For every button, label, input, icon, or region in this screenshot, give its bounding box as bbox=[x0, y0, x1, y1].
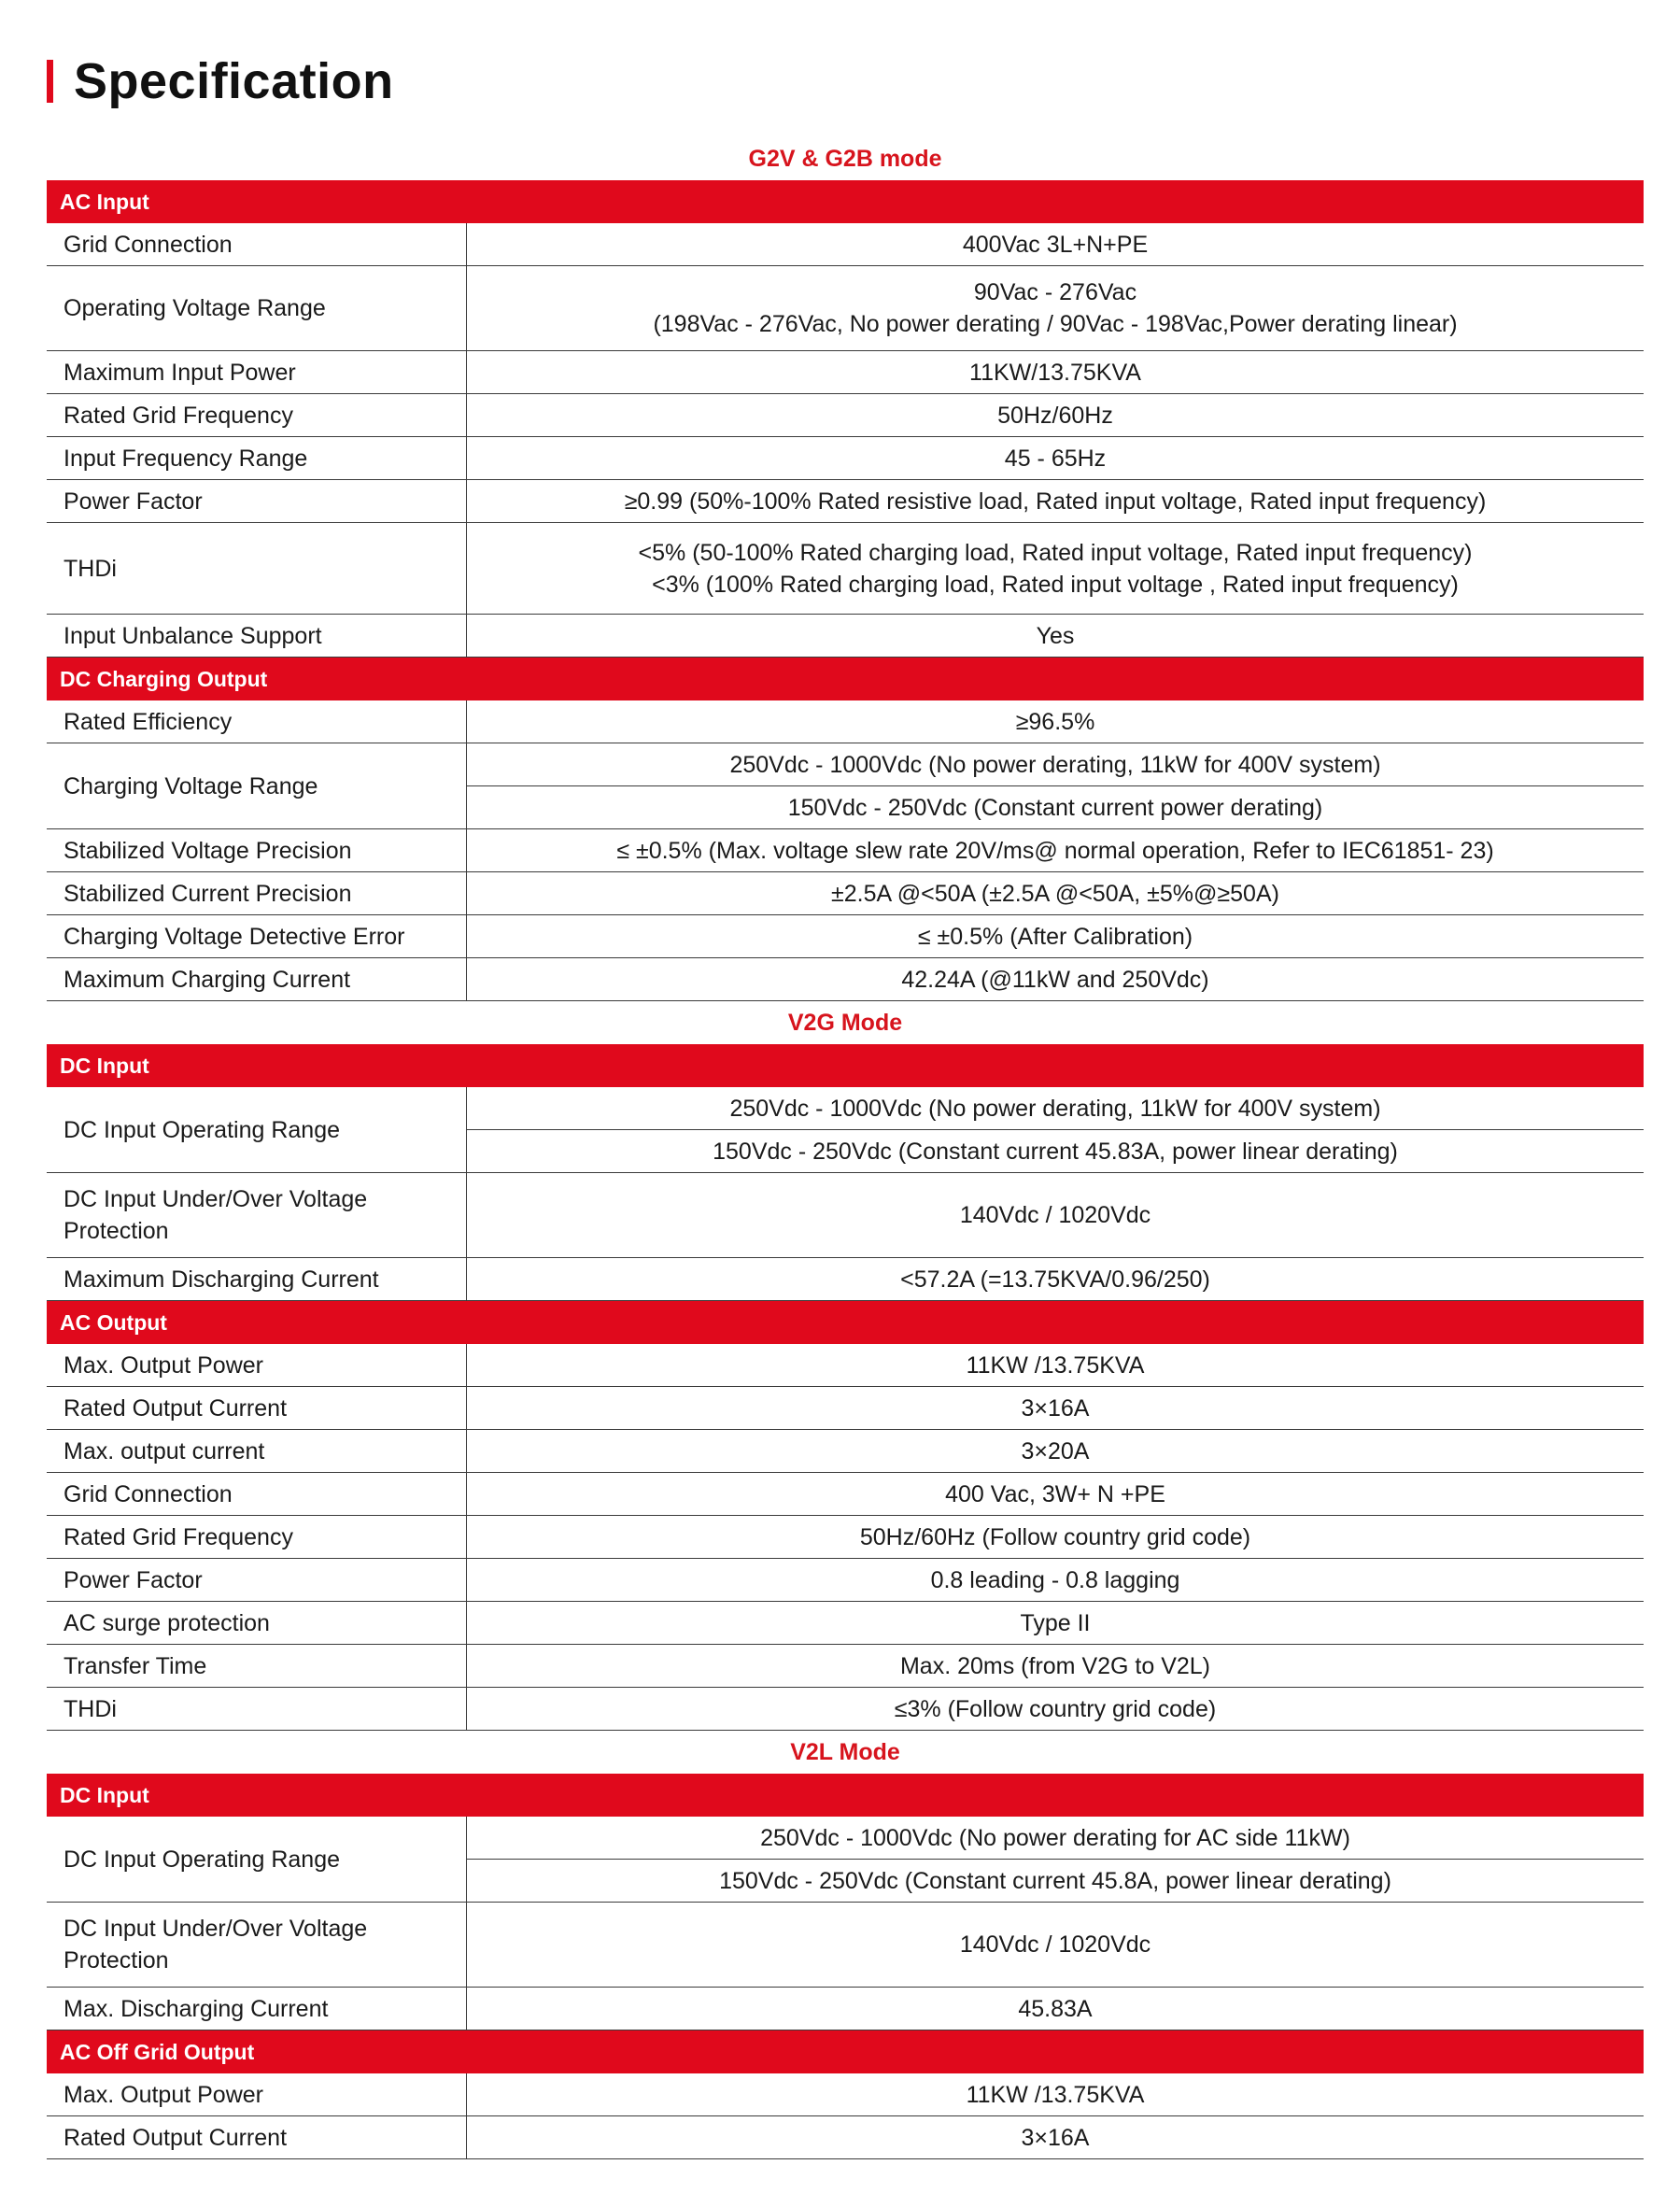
spec-value: 42.24A (@11kW and 250Vdc) bbox=[901, 966, 1209, 993]
spec-values bbox=[467, 615, 1644, 657]
spec-row bbox=[47, 615, 1644, 658]
spec-value: 0.8 leading - 0.8 lagging bbox=[930, 1566, 1180, 1593]
section-header: DC Charging Output bbox=[47, 658, 1644, 700]
spec-label: Input Frequency Range bbox=[47, 437, 467, 479]
spec-values bbox=[467, 1988, 1644, 2030]
spec-row bbox=[47, 1344, 1644, 1387]
spec-row bbox=[47, 872, 1644, 915]
spec-values bbox=[467, 223, 1644, 265]
section-header: AC Input bbox=[47, 180, 1644, 223]
spec-values bbox=[467, 1559, 1644, 1601]
spec-values bbox=[467, 1645, 1644, 1687]
spec-values bbox=[467, 829, 1644, 871]
spec-values bbox=[467, 1344, 1644, 1386]
spec-label: DC Input Operating Range bbox=[47, 1817, 467, 1902]
spec-value-line: 90Vac - 276Vac bbox=[973, 279, 1137, 305]
spec-row bbox=[47, 1387, 1644, 1430]
spec-value: 11KW /13.75KVA bbox=[966, 1351, 1145, 1379]
spec-row bbox=[47, 743, 1644, 829]
spec-value: ≥96.5% bbox=[1015, 708, 1095, 735]
spec-value: 150Vdc - 250Vdc (Constant current 45.8A, power linear derating) bbox=[467, 1859, 1644, 1902]
spec-row bbox=[47, 1087, 1644, 1173]
spec-value-line: <5% (50-100% Rated charging load, Rated input voltage, Rated input frequency) bbox=[638, 539, 1473, 566]
section-header: AC Output bbox=[47, 1301, 1644, 1344]
spec-values bbox=[467, 1258, 1644, 1300]
spec-values bbox=[467, 437, 1644, 479]
spec-label: Max. Output Power bbox=[47, 2073, 467, 2115]
spec-label: Max. Output Power bbox=[47, 1344, 467, 1386]
spec-value: 45 - 65Hz bbox=[1004, 445, 1107, 472]
spec-row bbox=[47, 1516, 1644, 1559]
mode-heading: G2V & G2B mode bbox=[748, 145, 942, 172]
spec-label: Maximum Discharging Current bbox=[47, 1258, 467, 1300]
spec-value: ≤3% (Follow country grid code) bbox=[894, 1695, 1217, 1722]
spec-label: Grid Connection bbox=[47, 223, 467, 265]
spec-value: 400 Vac, 3W+ N +PE bbox=[945, 1480, 1165, 1507]
spec-value: 11KW/13.75KVA bbox=[969, 359, 1141, 386]
spec-label-line: Protection bbox=[64, 1947, 169, 1974]
spec-value: 3×20A bbox=[1021, 1437, 1090, 1464]
spec-row bbox=[47, 1903, 1644, 1988]
spec-row bbox=[47, 915, 1644, 958]
spec-row bbox=[47, 1559, 1644, 1602]
spec-label-line: Protection bbox=[64, 1218, 169, 1244]
spec-row bbox=[47, 1688, 1644, 1731]
spec-label: Grid Connection bbox=[47, 1473, 467, 1515]
spec-label: Rated Grid Frequency bbox=[47, 394, 467, 436]
spec-label: Rated Output Current bbox=[47, 2116, 467, 2158]
spec-values bbox=[467, 1473, 1644, 1515]
spec-values bbox=[467, 1903, 1644, 1987]
page-title: Specification bbox=[74, 53, 394, 109]
spec-values bbox=[467, 743, 1644, 828]
spec-value: 3×16A bbox=[1021, 1394, 1090, 1422]
spec-value: 11KW /13.75KVA bbox=[966, 2081, 1145, 2108]
section-header: DC Input bbox=[47, 1774, 1644, 1817]
spec-label-line: DC Input Under/Over Voltage bbox=[64, 1186, 368, 1212]
spec-label: Rated Output Current bbox=[47, 1387, 467, 1429]
spec-value: 150Vdc - 250Vdc (Constant current power derating) bbox=[467, 785, 1644, 828]
spec-value: <57.2A (=13.75KVA/0.96/250) bbox=[900, 1266, 1210, 1293]
spec-value: Max. 20ms (from V2G to V2L) bbox=[899, 1652, 1211, 1679]
spec-label: Charging Voltage Detective Error bbox=[47, 915, 467, 957]
spec-row bbox=[47, 700, 1644, 743]
spec-values bbox=[467, 915, 1644, 957]
spec-label bbox=[47, 1173, 467, 1257]
spec-values bbox=[467, 1430, 1644, 1472]
spec-values bbox=[467, 2116, 1644, 2158]
spec-value: 50Hz/60Hz (Follow country grid code) bbox=[859, 1523, 1251, 1550]
spec-label: Stabilized Current Precision bbox=[47, 872, 467, 914]
spec-row bbox=[47, 829, 1644, 872]
spec-value: ±2.5A @<50A (±2.5A @<50A, ±5%@≥50A) bbox=[831, 880, 1279, 907]
spec-value: Type II bbox=[1020, 1609, 1091, 1636]
spec-values bbox=[467, 266, 1644, 350]
spec-row bbox=[47, 394, 1644, 437]
spec-value bbox=[467, 523, 1644, 614]
spec-values bbox=[467, 1817, 1644, 1902]
spec-values bbox=[467, 1688, 1644, 1730]
spec-row bbox=[47, 1173, 1644, 1258]
title-accent-bar bbox=[47, 60, 53, 103]
spec-value: 250Vdc - 1000Vdc (No power derating for AC side 11kW) bbox=[760, 1824, 1350, 1851]
spec-label: Rated Grid Frequency bbox=[47, 1516, 467, 1558]
spec-label: Max. Discharging Current bbox=[47, 1988, 467, 2030]
spec-label: THDi bbox=[47, 1688, 467, 1730]
spec-label bbox=[47, 1903, 467, 1987]
spec-row bbox=[47, 523, 1644, 615]
mode-heading: V2L Mode bbox=[790, 1738, 900, 1765]
spec-values bbox=[467, 1387, 1644, 1429]
spec-value: ≤ ±0.5% (After Calibration) bbox=[917, 923, 1193, 950]
spec-label: Charging Voltage Range bbox=[47, 743, 467, 828]
section-header: DC Input bbox=[47, 1044, 1644, 1087]
spec-row bbox=[47, 1430, 1644, 1473]
spec-label: Max. output current bbox=[47, 1430, 467, 1472]
spec-row bbox=[47, 1988, 1644, 2030]
spec-row bbox=[47, 1817, 1644, 1903]
spec-row bbox=[47, 1602, 1644, 1645]
spec-label: Rated Efficiency bbox=[47, 700, 467, 743]
spec-row bbox=[47, 1645, 1644, 1688]
spec-value: Yes bbox=[1036, 622, 1075, 649]
spec-value bbox=[467, 266, 1644, 350]
spec-row bbox=[47, 958, 1644, 1001]
spec-value: 140Vdc / 1020Vdc bbox=[959, 1202, 1151, 1228]
spec-row bbox=[47, 1258, 1644, 1301]
spec-value: 45.83A bbox=[1018, 1995, 1093, 2022]
spec-value: 250Vdc - 1000Vdc (No power derating, 11kW for 400V system) bbox=[729, 751, 1381, 778]
spec-label: Power Factor bbox=[47, 480, 467, 522]
spec-label: Power Factor bbox=[47, 1559, 467, 1601]
spec-label: THDi bbox=[47, 523, 467, 614]
spec-value: ≤ ±0.5% (Max. voltage slew rate 20V/ms@ normal operation, Refer to IEC61851- 23) bbox=[616, 837, 1494, 864]
spec-label: Transfer Time bbox=[47, 1645, 467, 1687]
section-header: AC Off Grid Output bbox=[47, 2030, 1644, 2073]
spec-label: Maximum Charging Current bbox=[47, 958, 467, 1000]
spec-label: Stabilized Voltage Precision bbox=[47, 829, 467, 871]
spec-value-line: (198Vac - 276Vac, No power derating / 90Vac - 198Vac,Power derating linear) bbox=[653, 311, 1458, 337]
spec-row bbox=[47, 1473, 1644, 1516]
spec-values bbox=[467, 2073, 1644, 2115]
spec-values bbox=[467, 700, 1644, 743]
spec-value-line: <3% (100% Rated charging load, Rated input voltage , Rated input frequency) bbox=[652, 571, 1459, 598]
spec-label-line: DC Input Under/Over Voltage bbox=[64, 1916, 368, 1942]
spec-table bbox=[47, 137, 1644, 2159]
spec-values bbox=[467, 1516, 1644, 1558]
spec-label: Maximum Input Power bbox=[47, 351, 467, 393]
spec-row bbox=[47, 2116, 1644, 2159]
spec-row bbox=[47, 2073, 1644, 2116]
spec-row bbox=[47, 223, 1644, 266]
mode-heading: V2G Mode bbox=[787, 1009, 903, 1036]
spec-values bbox=[467, 1087, 1644, 1172]
spec-value: 250Vdc - 1000Vdc (No power derating, 11kW for 400V system) bbox=[729, 1095, 1381, 1122]
spec-value: 140Vdc / 1020Vdc bbox=[959, 1931, 1151, 1958]
spec-values bbox=[467, 351, 1644, 393]
spec-value: 3×16A bbox=[1021, 2124, 1090, 2151]
spec-label: DC Input Operating Range bbox=[47, 1087, 467, 1172]
spec-label: Operating Voltage Range bbox=[47, 266, 467, 350]
spec-row bbox=[47, 351, 1644, 394]
page-header bbox=[47, 49, 394, 114]
spec-value: 50Hz/60Hz bbox=[997, 402, 1113, 429]
spec-value: 400Vac 3L+N+PE bbox=[962, 231, 1149, 258]
spec-values bbox=[467, 958, 1644, 1000]
spec-values bbox=[467, 1173, 1644, 1257]
spec-values bbox=[467, 480, 1644, 522]
spec-row bbox=[47, 266, 1644, 351]
spec-values bbox=[467, 1602, 1644, 1644]
spec-label: Input Unbalance Support bbox=[47, 615, 467, 657]
spec-values bbox=[467, 523, 1644, 614]
spec-row bbox=[47, 437, 1644, 480]
spec-value: 150Vdc - 250Vdc (Constant current 45.83A, power linear derating) bbox=[467, 1129, 1644, 1172]
spec-values bbox=[467, 872, 1644, 914]
spec-value: ≥0.99 (50%-100% Rated resistive load, Rated input voltage, Rated input frequency) bbox=[624, 488, 1487, 515]
spec-label: AC surge protection bbox=[47, 1602, 467, 1644]
spec-values bbox=[467, 394, 1644, 436]
spec-row bbox=[47, 480, 1644, 523]
